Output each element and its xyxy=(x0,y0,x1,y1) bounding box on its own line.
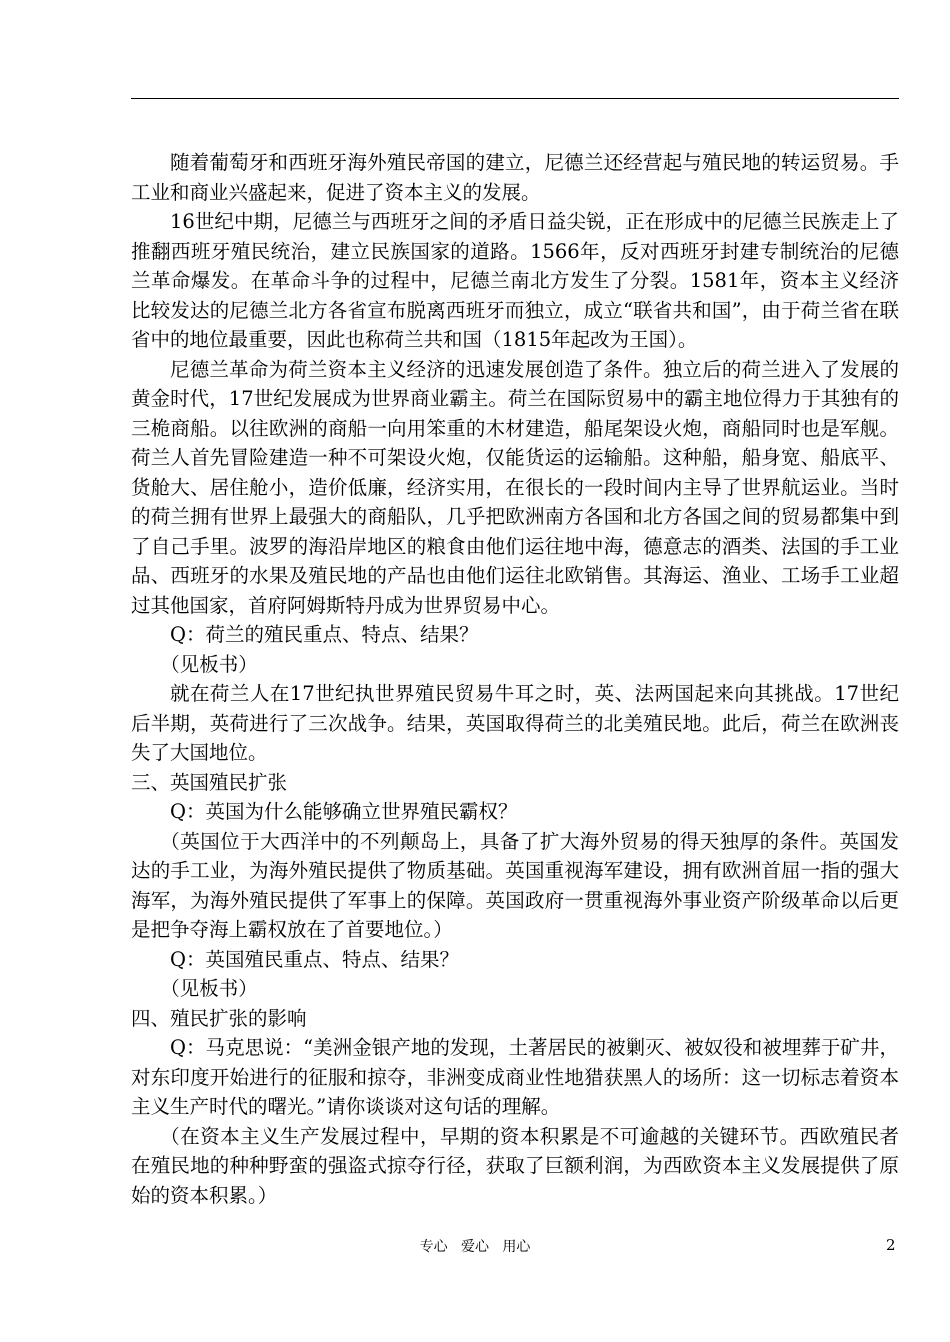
header-rule xyxy=(131,98,899,99)
page-number: 2 xyxy=(886,1236,896,1254)
paragraph-anglo-dutch-wars: 就在荷兰人在17世纪执世界殖民贸易牛耳之时，英、法两国起来向其挑战。17世纪后半期，英荷进行了三次战争。结果，英国取得荷兰的北美殖民地。此后，荷兰在欧洲丧失了大国地位。 xyxy=(131,682,899,764)
answer-see-board-2: （见板书） xyxy=(160,977,258,1000)
paragraph-dutch-golden-age: 尼德兰革命为荷兰资本主义经济的迅速发展创造了条件。独立后的荷兰进入了发展的黄金时代，17世纪发展成为世界商业霸主。荷兰在国际贸易中的霸主地位得力于其独有的三桅商船。以往欧洲的商船一向用笨重的木材建造，船尾架设火炮，商船同时也是军舰。荷兰人首先冒险建造一种不可架设火炮，仅能货运的运输船。这种船，船身宽、船底平、货舱大、居住舱小，造价低廉，经济实用，在很长的一段时间内主导了世界航运业。当时的荷兰拥有世界上最强大的商船队，几乎把欧洲南方各国和北方各国之间的贸易都集中到了自己手里。波罗的海沿岸地区的粮食由他们运往地中海，德意志的酒类、法国的手工业品、西班牙的水果及殖民地的产品也由他们运往北欧销售。其海运、渔业、工场手工业超过其他国家，首府阿姆斯特丹成为世界贸易中心。 xyxy=(131,357,899,617)
question-british-hegemony: Q：英国为什么能够确立世界殖民霸权？ xyxy=(170,800,518,823)
paragraph-netherlands-revolution: 16世纪中期，尼德兰与西班牙之间的矛盾日益尖锐，正在形成中的尼德兰民族走上了推翻西班牙殖民统治，建立民族国家的道路。1566年，反对西班牙封建专制统治的尼德兰革命爆发。在革命斗争的过程中，尼德兰南北方发生了分裂。1581年，资本主义经济比较发达的尼德兰北方各省宣布脱离西班牙而独立，成立“联省共和国”，由于荷兰省在联省中的地位最重要，因此也称荷兰共和国（1815年起改为王国）。 xyxy=(131,210,899,351)
section-heading-british-expansion: 三、英国殖民扩张 xyxy=(131,770,288,794)
footer-motto: 专心 爱心 用心 xyxy=(419,1239,531,1255)
question-british-colonial: Q：英国殖民重点、特点、结果？ xyxy=(170,947,459,971)
question-marx-quote: Q：马克思说：“美洲金银产地的发现，土著居民的被剿灭、被奴役和被埋葬于矿井，对东印度开始进行的征服和掠夺，非洲变成商业性地猎获黑人的场所：这一切标志着资本主义生产时代的曙光。”请你谈谈对这句话的理解。 xyxy=(131,1036,899,1118)
document-body xyxy=(131,148,899,1210)
answer-british-hegemony: （英国位于大西洋中的不列颠岛上，具备了扩大海外贸易的得天独厚的条件。英国发达的手工业，为海外殖民提供了物质基础。英国重视海军建设，拥有欧洲首屈一指的强大海军，为海外殖民提供了军事上的保障。英国政府一贯重视海外事业资产阶级革命以后更是把争夺海上霸权放在了首要地位。） xyxy=(131,829,899,941)
answer-capital-accumulation: （在资本主义生产发展过程中，早期的资本积累是不可逾越的关键环节。西欧殖民者在殖民地的种种野蛮的强盗式掠夺行径，获取了巨额利润，为西欧资本主义发展提供了原始的资本积累。） xyxy=(131,1124,899,1207)
section-heading-expansion-impact: 四、殖民扩张的影响 xyxy=(131,1006,307,1030)
question-dutch-colonial: Q：荷兰的殖民重点、特点、结果？ xyxy=(170,623,479,646)
answer-see-board-1: （见板书） xyxy=(160,652,258,676)
paragraph-netherlands-trade: 随着葡萄牙和西班牙海外殖民帝国的建立，尼德兰还经营起与殖民地的转运贸易。手工业和商业兴盛起来，促进了资本主义的发展。 xyxy=(131,151,899,204)
